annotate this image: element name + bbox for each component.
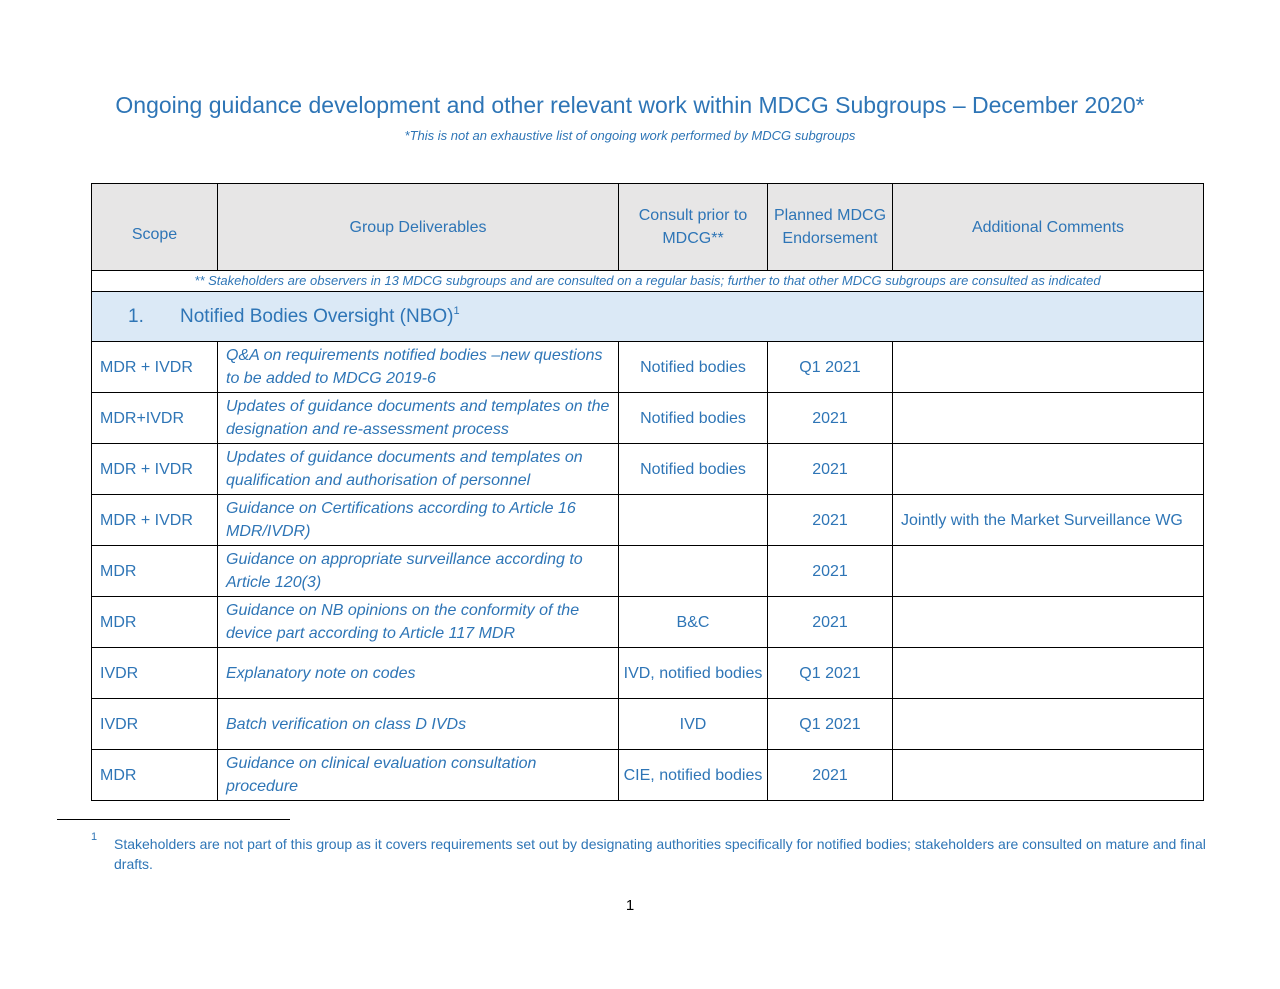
comments-cell	[893, 393, 1204, 444]
header-consult: Consult prior to MDCG**	[619, 184, 768, 271]
comments-cell	[893, 648, 1204, 699]
page-title: Ongoing guidance development and other relevant work within MDCG Subgroups – December 2020*	[115, 92, 1145, 118]
stakeholder-note-row	[92, 271, 1204, 292]
comments-cell	[893, 750, 1204, 801]
comments-cell	[893, 699, 1204, 750]
scope-cell: MDR	[92, 750, 218, 801]
footnote-mark: 1	[91, 831, 98, 843]
planned-cell: Q1 2021	[768, 699, 893, 750]
header-comments: Additional Comments	[893, 184, 1204, 271]
header-planned: Planned MDCG Endorsement	[768, 184, 893, 271]
deliverable-cell: Explanatory note on codes	[218, 648, 619, 699]
comments-cell: Jointly with the Market Surveillance WG	[893, 495, 1204, 546]
scope-cell: MDR + IVDR	[92, 444, 218, 495]
header-scope: Scope	[92, 184, 218, 271]
deliverable-cell: Q&A on requirements notified bodies –new questions to be added to MDCG 2019-6	[218, 342, 619, 393]
section-heading	[92, 292, 1204, 342]
consult-cell: Notified bodies	[619, 444, 768, 495]
deliverable-cell: Guidance on clinical evaluation consultation procedure	[218, 750, 619, 801]
deliverable-cell: Guidance on NB opinions on the conformity of the device part according to Article 117 MDR	[218, 597, 619, 648]
planned-cell: Q1 2021	[768, 648, 893, 699]
section-title: Notified Bodies Oversight (NBO)	[180, 306, 454, 327]
footnote-separator	[57, 819, 290, 820]
table-row	[92, 495, 1204, 546]
comments-cell	[893, 546, 1204, 597]
deliverable-cell: Updates of guidance documents and templates on qualification and authorisation of personnel	[218, 444, 619, 495]
table-row	[92, 648, 1204, 699]
section-number: 1.	[128, 306, 144, 327]
comments-cell	[893, 597, 1204, 648]
deliverable-cell: Batch verification on class D IVDs	[218, 699, 619, 750]
table-row	[92, 546, 1204, 597]
scope-cell: MDR	[92, 597, 218, 648]
deliverable-cell: Updates of guidance documents and templates on the designation and re-assessment process	[218, 393, 619, 444]
table-header-row	[92, 184, 1204, 271]
planned-cell: 2021	[768, 444, 893, 495]
page-number: 1	[625, 897, 635, 914]
scope-cell: IVDR	[92, 648, 218, 699]
scope-cell: MDR+IVDR	[92, 393, 218, 444]
table-row	[92, 699, 1204, 750]
consult-cell	[619, 495, 768, 546]
stakeholder-note: ** Stakeholders are observers in 13 MDCG subgroups and are consulted on a regular basis; further to that other MDCG subgroups are consulted as indicated	[92, 271, 1204, 292]
planned-cell: Q1 2021	[768, 342, 893, 393]
scope-cell: IVDR	[92, 699, 218, 750]
scope-cell: MDR + IVDR	[92, 342, 218, 393]
footnote-text: Stakeholders are not part of this group as it covers requirements set out by designating authorities specifically for notified bodies; stakeholders are consulted on mature and final drafts.	[114, 836, 1206, 872]
planned-cell: 2021	[768, 597, 893, 648]
scope-cell: MDR + IVDR	[92, 495, 218, 546]
consult-cell	[619, 546, 768, 597]
comments-cell	[893, 444, 1204, 495]
planned-cell: 2021	[768, 750, 893, 801]
deliverable-cell: Guidance on appropriate surveillance according to Article 120(3)	[218, 546, 619, 597]
footnote-ref: 1	[453, 305, 460, 317]
table-row	[92, 750, 1204, 801]
deliverable-cell: Guidance on Certifications according to Article 16 MDR/IVDR)	[218, 495, 619, 546]
consult-cell: IVD	[619, 699, 768, 750]
table-row	[92, 342, 1204, 393]
consult-cell: CIE, notified bodies	[619, 750, 768, 801]
consult-cell: B&C	[619, 597, 768, 648]
section-row	[92, 292, 1204, 342]
planned-cell: 2021	[768, 546, 893, 597]
scope-cell: MDR	[92, 546, 218, 597]
consult-cell: Notified bodies	[619, 393, 768, 444]
planned-cell: 2021	[768, 393, 893, 444]
planned-cell: 2021	[768, 495, 893, 546]
consult-cell: Notified bodies	[619, 342, 768, 393]
table-row	[92, 444, 1204, 495]
comments-cell	[893, 342, 1204, 393]
consult-cell: IVD, notified bodies	[619, 648, 768, 699]
table-row	[92, 597, 1204, 648]
page-subtitle: *This is not an exhaustive list of ongoing work performed by MDCG subgroups	[404, 128, 856, 143]
deliverables-table	[91, 183, 1204, 801]
header-deliverables: Group Deliverables	[218, 184, 619, 271]
table-row	[92, 393, 1204, 444]
